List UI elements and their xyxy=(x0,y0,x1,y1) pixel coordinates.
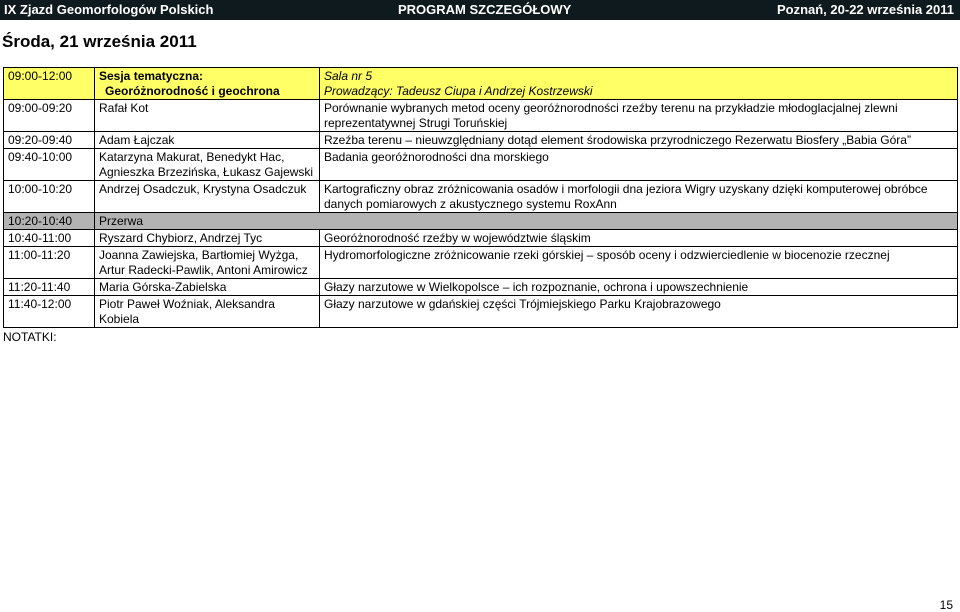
session-header-row xyxy=(4,68,958,100)
talk-speakers: Ryszard Chybiorz, Andrzej Tyc xyxy=(95,230,320,247)
session-info xyxy=(320,68,958,100)
talk-time: 10:00-10:20 xyxy=(4,181,95,213)
session-room: Sala nr 5 xyxy=(324,69,373,83)
talk-speakers: Rafał Kot xyxy=(95,100,320,132)
talk-time: 11:00-11:20 xyxy=(4,247,95,279)
session-time: 09:00-12:00 xyxy=(4,68,95,100)
table-row xyxy=(4,247,958,279)
table-row xyxy=(4,100,958,132)
conference-date-place: Poznań, 20-22 września 2011 xyxy=(776,2,954,17)
talk-title: Badania georóżnorodności dna morskiego xyxy=(320,149,958,181)
talk-speakers: Joanna Zawiejska, Bartłomiej Wyżga, Artur Radecki-Pawlik, Antoni Amirowicz xyxy=(95,247,320,279)
break-label: Przerwa xyxy=(95,213,958,230)
session-name-line1: Sesja tematyczna: xyxy=(99,69,204,83)
talk-speakers: Adam Łajczak xyxy=(95,132,320,149)
talk-title: Hydromorfologiczne zróżnicowanie rzeki górskiej – sposób oceny i odzwierciedlenie w biocenozie rzecznej xyxy=(320,247,958,279)
talk-speakers: Piotr Paweł Woźniak, Aleksandra Kobiela xyxy=(95,296,320,328)
talk-title: Porównanie wybranych metod oceny georóżnorodności rzeźby terenu na przykładzie młodoglacjalnej zlewni reprezentatywnej Strugi Toruńskiej xyxy=(320,100,958,132)
session-name-line2: Georóżnorodność i geochrona xyxy=(105,84,280,98)
session-chairs: Prowadzący: Tadeusz Ciupa i Andrzej Kostrzewski xyxy=(324,84,593,98)
break-row xyxy=(4,213,958,230)
conference-name: IX Zjazd Geomorfologów Polskich xyxy=(4,2,214,17)
table-row xyxy=(4,230,958,247)
header-bar xyxy=(0,0,960,20)
talk-time: 09:20-09:40 xyxy=(4,132,95,149)
talk-speakers: Andrzej Osadczuk, Krystyna Osadczuk xyxy=(95,181,320,213)
talk-time: 09:00-09:20 xyxy=(4,100,95,132)
talk-time: 10:40-11:00 xyxy=(4,230,95,247)
break-time: 10:20-10:40 xyxy=(4,213,95,230)
talk-title: Głazy narzutowe w gdańskiej części Trójmiejskiego Parku Krajobrazowego xyxy=(320,296,958,328)
talk-time: 09:40-10:00 xyxy=(4,149,95,181)
program-label: PROGRAM SZCZEGÓŁOWY xyxy=(398,2,572,17)
table-row xyxy=(4,296,958,328)
talk-time: 11:20-11:40 xyxy=(4,279,95,296)
talk-speakers: Katarzyna Makurat, Benedykt Hac, Agnieszka Brzezińska, Łukasz Gajewski xyxy=(95,149,320,181)
talk-time: 11:40-12:00 xyxy=(4,296,95,328)
table-row xyxy=(4,149,958,181)
day-title: Środa, 21 września 2011 xyxy=(2,32,197,51)
session-name xyxy=(95,68,320,100)
notes-label: NOTATKI: xyxy=(3,330,57,344)
talk-title: Kartograficzny obraz zróżnicowania osadów i morfologii dna jeziora Wigry uzyskany dzięki komputerowej obróbce danych pomiarowych z akustycznego systemu RoxAnn xyxy=(320,181,958,213)
talk-title: Rzeźba terenu – nieuwzględniany dotąd element środowiska przyrodniczego Rezerwatu Biosfery „Babia Góra” xyxy=(320,132,958,149)
table-row xyxy=(4,181,958,213)
schedule-table xyxy=(3,67,958,328)
table-row xyxy=(4,279,958,296)
talk-title: Głazy narzutowe w Wielkopolsce – ich rozpoznanie, ochrona i upowszechnienie xyxy=(320,279,958,296)
page-number: 15 xyxy=(939,598,953,612)
talk-title: Georóżnorodność rzeźby w województwie śląskim xyxy=(320,230,958,247)
table-row xyxy=(4,132,958,149)
talk-speakers: Maria Górska-Zabielska xyxy=(95,279,320,296)
